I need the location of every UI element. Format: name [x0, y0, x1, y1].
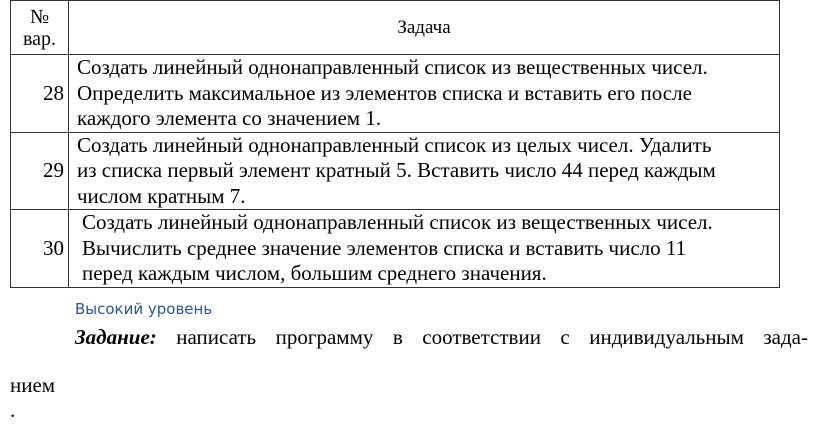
trailing-period: . — [10, 398, 16, 422]
task-description — [69, 210, 780, 288]
task-description — [69, 55, 780, 133]
task-description — [69, 132, 780, 210]
variant-number: 28 — [11, 55, 69, 133]
assignment-label: Задание: — [75, 325, 157, 349]
table-row — [11, 132, 780, 210]
task-table — [10, 0, 780, 288]
header-variant-abbrev: вар. — [22, 27, 57, 50]
assignment-text: написать программу в соответствии с индивидуальным зада- — [176, 325, 808, 349]
table-header-row — [11, 1, 780, 55]
task-line: Создать линейный однонаправленный список из вещественных чисел. — [77, 55, 708, 79]
table-row — [11, 210, 780, 288]
table-row — [11, 55, 780, 133]
assignment-continuation: нием — [10, 373, 56, 397]
task-line: Определить максимальное из элементов списка и вставить его после — [77, 80, 692, 105]
assignment-paragraph — [75, 325, 808, 350]
task-line: числом кратным 7. — [77, 183, 246, 208]
task-line: перед каждым числом, большим среднего значения. — [82, 261, 547, 285]
task-line: Создать линейный однонаправленный список из целых чисел. Удалить — [77, 132, 712, 157]
task-line: Вычислить среднее значение элементов списка и вставить число 11 — [82, 235, 687, 260]
variant-number: 29 — [11, 132, 69, 210]
header-task: Задача — [69, 1, 780, 55]
variant-number: 30 — [11, 210, 69, 288]
header-variant-number — [11, 1, 69, 55]
header-number-sign: № — [29, 5, 50, 28]
task-line: каждого элемента со значением 1. — [77, 106, 382, 130]
level-heading: Высокий уровень — [75, 300, 213, 318]
task-line: Создать линейный однонаправленный список из вещественных чисел. — [82, 210, 713, 234]
task-line: из списка первый элемент кратный 5. Вставить число 44 перед каждым — [77, 158, 716, 182]
